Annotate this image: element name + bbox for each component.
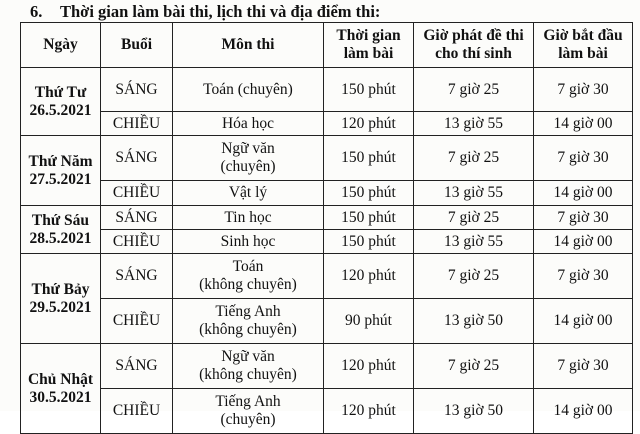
section-number: 6.	[30, 2, 43, 21]
duration-cell: 120 phút	[324, 112, 414, 136]
duration-cell: 150 phút	[324, 181, 414, 206]
handout-time-cell: 13 giờ 50	[414, 299, 534, 344]
start-time-cell: 7 giờ 30	[534, 136, 633, 181]
session-cell: SÁNG	[101, 254, 173, 299]
section-heading	[30, 3, 380, 21]
start-time-cell: 14 giờ 00	[534, 299, 633, 344]
day-date: 26.5.2021	[29, 101, 92, 119]
day-date: 28.5.2021	[29, 229, 92, 247]
day-weekday: Chủ Nhật	[27, 370, 94, 388]
day-cell	[21, 68, 101, 136]
session-cell: SÁNG	[101, 344, 173, 389]
subject-line: Ngữ văn	[221, 348, 275, 365]
table-row	[21, 136, 633, 181]
exam-schedule-table	[20, 22, 633, 434]
day-date: 27.5.2021	[29, 170, 92, 188]
table-row	[21, 112, 633, 136]
header-handout-line1: Giờ phát đề thi	[423, 27, 524, 44]
start-time-cell: 7 giờ 30	[534, 344, 633, 389]
duration-cell: 150 phút	[324, 136, 414, 181]
subject-cell	[173, 344, 324, 389]
header-day: Ngày	[21, 23, 101, 68]
handout-time-cell: 13 giờ 50	[414, 389, 534, 434]
duration-cell: 120 phút	[324, 254, 414, 299]
table-body	[21, 68, 633, 434]
subject-line: (không chuyên)	[199, 366, 297, 383]
start-time-cell: 14 giờ 00	[534, 181, 633, 206]
session-cell: SÁNG	[101, 136, 173, 181]
day-weekday: Thứ Bảy	[31, 280, 90, 298]
table-row	[21, 181, 633, 206]
subject-line: Tin học	[224, 208, 272, 226]
start-time-cell: 14 giờ 00	[534, 389, 633, 434]
day-cell	[21, 206, 101, 254]
start-time-cell: 7 giờ 30	[534, 254, 633, 299]
duration-cell: 120 phút	[324, 389, 414, 434]
subject-cell	[173, 206, 324, 230]
subject-cell	[173, 299, 324, 344]
table-row	[21, 299, 633, 344]
header-handout-time	[414, 23, 534, 68]
header-subject: Môn thi	[173, 23, 324, 68]
handout-time-cell: 7 giờ 25	[414, 344, 534, 389]
subject-cell	[173, 181, 324, 206]
subject-line: (không chuyên)	[199, 321, 297, 338]
handout-time-cell: 13 giờ 55	[414, 181, 534, 206]
day-cell	[21, 344, 101, 434]
header-duration-line2: làm bài	[343, 45, 394, 62]
day-date: 29.5.2021	[29, 298, 92, 316]
duration-cell: 150 phút	[324, 230, 414, 254]
table-row	[21, 344, 633, 389]
session-cell: SÁNG	[101, 68, 173, 112]
duration-cell: 90 phút	[324, 299, 414, 344]
header-duration	[324, 23, 414, 68]
table-row	[21, 389, 633, 434]
handout-time-cell: 7 giờ 25	[414, 206, 534, 230]
subject-line: Ngữ văn	[221, 140, 275, 157]
subject-line: Sinh học	[220, 232, 276, 250]
subject-line: Hóa học	[221, 114, 275, 132]
subject-line: Toán	[232, 258, 264, 275]
day-date: 30.5.2021	[29, 388, 92, 406]
table-row	[21, 230, 633, 254]
day-cell	[21, 136, 101, 206]
table-row	[21, 206, 633, 230]
session-cell: CHIỀU	[101, 389, 173, 434]
subject-cell	[173, 254, 324, 299]
table-header-row	[21, 23, 633, 68]
start-time-cell: 14 giờ 00	[534, 112, 633, 136]
session-cell: CHIỀU	[101, 230, 173, 254]
table-row	[21, 254, 633, 299]
day-weekday: Thứ Sáu	[31, 211, 90, 229]
subject-line: Tiếng Anh	[215, 393, 281, 410]
session-cell: CHIỀU	[101, 112, 173, 136]
subject-cell	[173, 389, 324, 434]
header-start-line2: làm bài	[558, 45, 608, 62]
duration-cell: 150 phút	[324, 68, 414, 112]
handout-time-cell: 13 giờ 55	[414, 112, 534, 136]
subject-cell	[173, 112, 324, 136]
subject-cell	[173, 136, 324, 181]
header-session: Buổi	[101, 23, 173, 68]
handout-time-cell: 7 giờ 25	[414, 136, 534, 181]
duration-cell: 150 phút	[324, 206, 414, 230]
table-row	[21, 68, 633, 112]
subject-cell	[173, 68, 324, 112]
handout-time-cell: 7 giờ 25	[414, 254, 534, 299]
header-start-time	[534, 23, 633, 68]
subject-line: (không chuyên)	[199, 276, 297, 293]
session-cell: SÁNG	[101, 206, 173, 230]
header-duration-line1: Thời gian	[336, 27, 401, 44]
duration-cell: 120 phút	[324, 344, 414, 389]
start-time-cell: 7 giờ 30	[534, 68, 633, 112]
handout-time-cell: 7 giờ 25	[414, 68, 534, 112]
day-weekday: Thứ Năm	[28, 152, 93, 170]
subject-line: Vật lý	[228, 184, 268, 201]
section-title: Thời gian làm bài thi, lịch thi và địa điểm thi:	[60, 2, 381, 21]
subject-line: Tiếng Anh	[215, 303, 281, 320]
subject-line: (chuyên)	[220, 158, 276, 175]
header-handout-line2: cho thí sinh	[435, 45, 512, 62]
subject-line: Toán (chuyên)	[203, 80, 293, 98]
subject-line: (chuyên)	[220, 411, 276, 428]
start-time-cell: 7 giờ 30	[534, 206, 633, 230]
day-cell	[21, 254, 101, 344]
handout-time-cell: 13 giờ 55	[414, 230, 534, 254]
start-time-cell: 14 giờ 00	[534, 230, 633, 254]
session-cell: CHIỀU	[101, 181, 173, 206]
subject-cell	[173, 230, 324, 254]
header-start-line1: Giờ bắt đầu	[543, 27, 623, 44]
day-weekday: Thứ Tư	[34, 83, 87, 101]
session-cell: CHIỀU	[101, 299, 173, 344]
